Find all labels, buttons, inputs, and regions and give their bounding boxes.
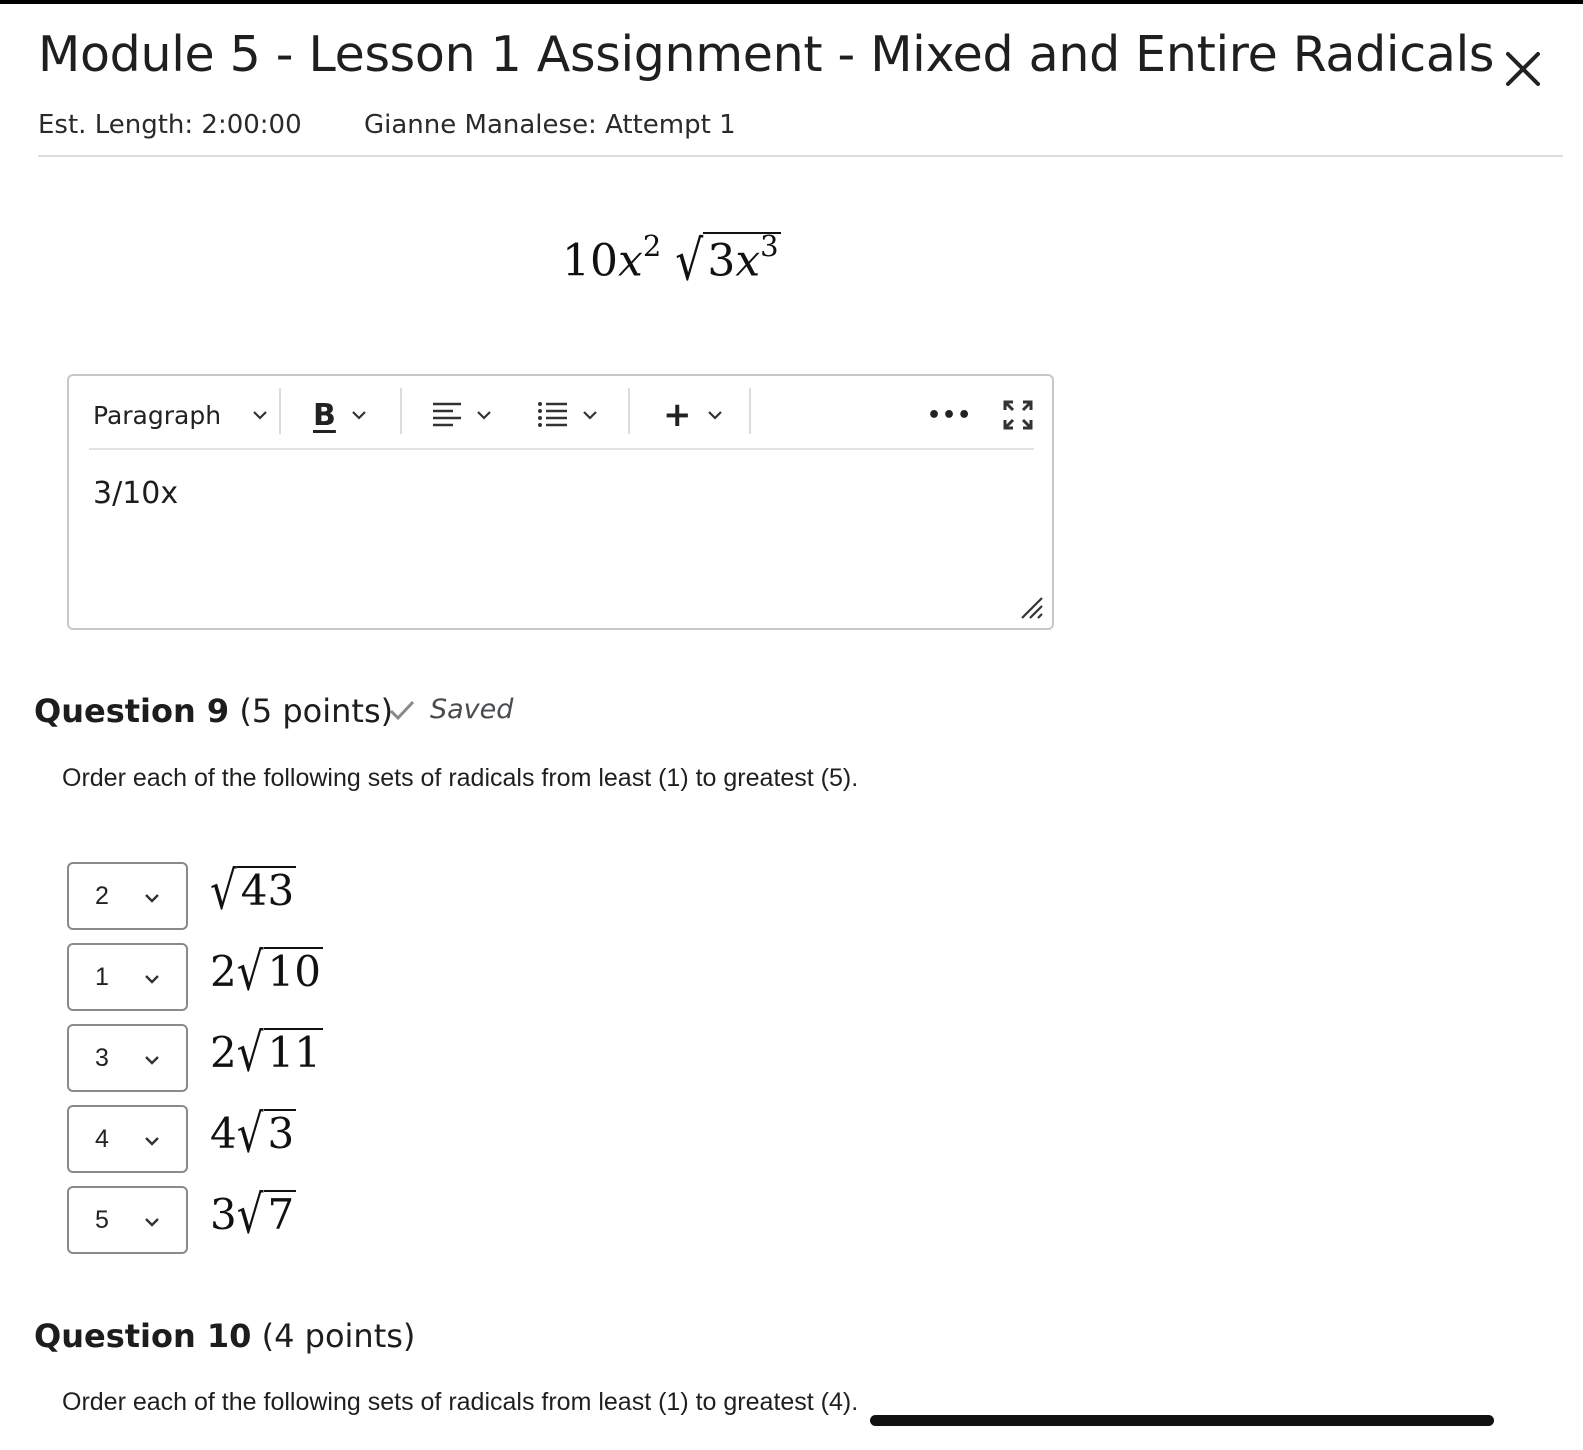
question-9-points: (5 points) bbox=[239, 692, 394, 730]
rank-select-1[interactable] bbox=[67, 862, 188, 930]
expand-icon bbox=[1002, 399, 1034, 431]
align-left-icon bbox=[431, 400, 463, 430]
page-title: Module 5 - Lesson 1 Assignment - Mixed and Entire Radicals bbox=[38, 26, 1495, 83]
question-10-points: (4 points) bbox=[261, 1317, 416, 1355]
radical-radicand: 3 bbox=[264, 1109, 297, 1155]
chevron-down-icon bbox=[475, 409, 493, 421]
saved-label: Saved bbox=[430, 694, 514, 725]
rank-select-3[interactable] bbox=[67, 1024, 188, 1092]
radical-coefficient: 2 bbox=[210, 947, 237, 996]
horizontal-scrollbar[interactable] bbox=[870, 1415, 1494, 1426]
chevron-down-icon bbox=[251, 409, 269, 421]
radical-sign: √11 bbox=[236, 1021, 321, 1084]
header-divider bbox=[38, 155, 1563, 157]
radical-sign: √7 bbox=[236, 1183, 295, 1246]
rank-select-value: 4 bbox=[95, 1125, 109, 1153]
radical-option-5 bbox=[210, 1183, 296, 1246]
question-10-instruction: Order each of the following sets of radicals from least (1) to greatest (4). bbox=[62, 1388, 859, 1416]
fullscreen-button[interactable] bbox=[1002, 394, 1034, 436]
expr-radical: $√3x^3$ bbox=[675, 229, 779, 294]
answer-editor[interactable] bbox=[67, 374, 1054, 630]
expr-variable: x bbox=[618, 235, 643, 287]
question-9-header bbox=[34, 692, 393, 730]
check-icon bbox=[388, 698, 416, 722]
radical-radicand: 43 bbox=[237, 866, 296, 912]
close-button[interactable] bbox=[1498, 44, 1548, 94]
resize-handle-icon[interactable] bbox=[1018, 594, 1044, 620]
radical-sign: √10 bbox=[236, 940, 321, 1003]
ellipsis-icon: ••• bbox=[927, 402, 973, 428]
expr-radicand-exponent: 3 bbox=[760, 229, 779, 263]
chevron-down-icon bbox=[581, 409, 599, 421]
radical-radicand: 7 bbox=[264, 1190, 297, 1236]
expr-coefficient: 10 bbox=[562, 235, 618, 287]
radical-option-4 bbox=[210, 1102, 296, 1165]
radical-option-2 bbox=[210, 940, 323, 1003]
paragraph-format-dropdown[interactable] bbox=[93, 394, 269, 436]
saved-status bbox=[388, 694, 513, 725]
bold-button[interactable] bbox=[313, 394, 368, 436]
paragraph-format-label: Paragraph bbox=[93, 400, 222, 430]
chevron-down-icon bbox=[143, 1135, 161, 1147]
chevron-down-icon bbox=[143, 1216, 161, 1228]
rank-select-4[interactable] bbox=[67, 1105, 188, 1173]
bulleted-list-icon bbox=[537, 400, 569, 430]
question-10-header bbox=[34, 1317, 415, 1355]
chevron-down-icon bbox=[143, 973, 161, 985]
question-9-number: Question 9 bbox=[34, 692, 230, 730]
question-expression bbox=[562, 229, 781, 294]
bold-label: B bbox=[313, 397, 336, 433]
question-9-instruction: Order each of the following sets of radicals from least (1) to greatest (5). bbox=[62, 764, 859, 792]
toolbar-separator bbox=[749, 388, 751, 434]
est-length: Est. Length: 2:00:00 bbox=[38, 110, 302, 140]
chevron-down-icon bbox=[706, 409, 724, 421]
plus-icon: + bbox=[663, 395, 692, 435]
more-options-button[interactable] bbox=[927, 394, 972, 436]
question-10-number: Question 10 bbox=[34, 1317, 252, 1355]
toolbar-separator bbox=[628, 388, 630, 434]
radical-sign: √3 bbox=[236, 1102, 295, 1165]
align-button[interactable] bbox=[431, 394, 493, 436]
radical-coefficient: 4 bbox=[210, 1109, 237, 1158]
expr-exponent: 2 bbox=[642, 229, 662, 263]
radical-coefficient: 2 bbox=[210, 1028, 237, 1077]
chevron-down-icon bbox=[143, 892, 161, 904]
radical-coefficient: 3 bbox=[210, 1190, 237, 1239]
attempt-info: Gianne Manalese: Attempt 1 bbox=[364, 110, 736, 140]
expr-radicand-coefficient: 3 bbox=[707, 235, 736, 287]
radical-radicand: 10 bbox=[264, 947, 323, 993]
radical-option-1 bbox=[210, 859, 296, 922]
close-icon bbox=[1498, 44, 1548, 94]
rank-select-value: 3 bbox=[95, 1044, 109, 1072]
editor-content[interactable]: 3/10x bbox=[93, 476, 179, 511]
rank-select-2[interactable] bbox=[67, 943, 188, 1011]
toolbar-divider bbox=[89, 448, 1034, 450]
radical-option-3 bbox=[210, 1021, 323, 1084]
insert-button[interactable] bbox=[663, 394, 724, 436]
radical-radicand: 11 bbox=[264, 1028, 323, 1074]
rank-select-value: 1 bbox=[95, 963, 109, 991]
toolbar-separator bbox=[279, 388, 281, 434]
chevron-down-icon bbox=[143, 1054, 161, 1066]
rank-select-5[interactable] bbox=[67, 1186, 188, 1254]
toolbar-separator bbox=[400, 388, 402, 434]
list-button[interactable] bbox=[537, 394, 599, 436]
rank-select-value: 5 bbox=[95, 1206, 109, 1234]
expr-radicand-variable: x bbox=[735, 235, 761, 287]
rank-select-value: 2 bbox=[95, 882, 109, 910]
radical-sign: √43 bbox=[210, 859, 295, 922]
chevron-down-icon bbox=[350, 409, 368, 421]
